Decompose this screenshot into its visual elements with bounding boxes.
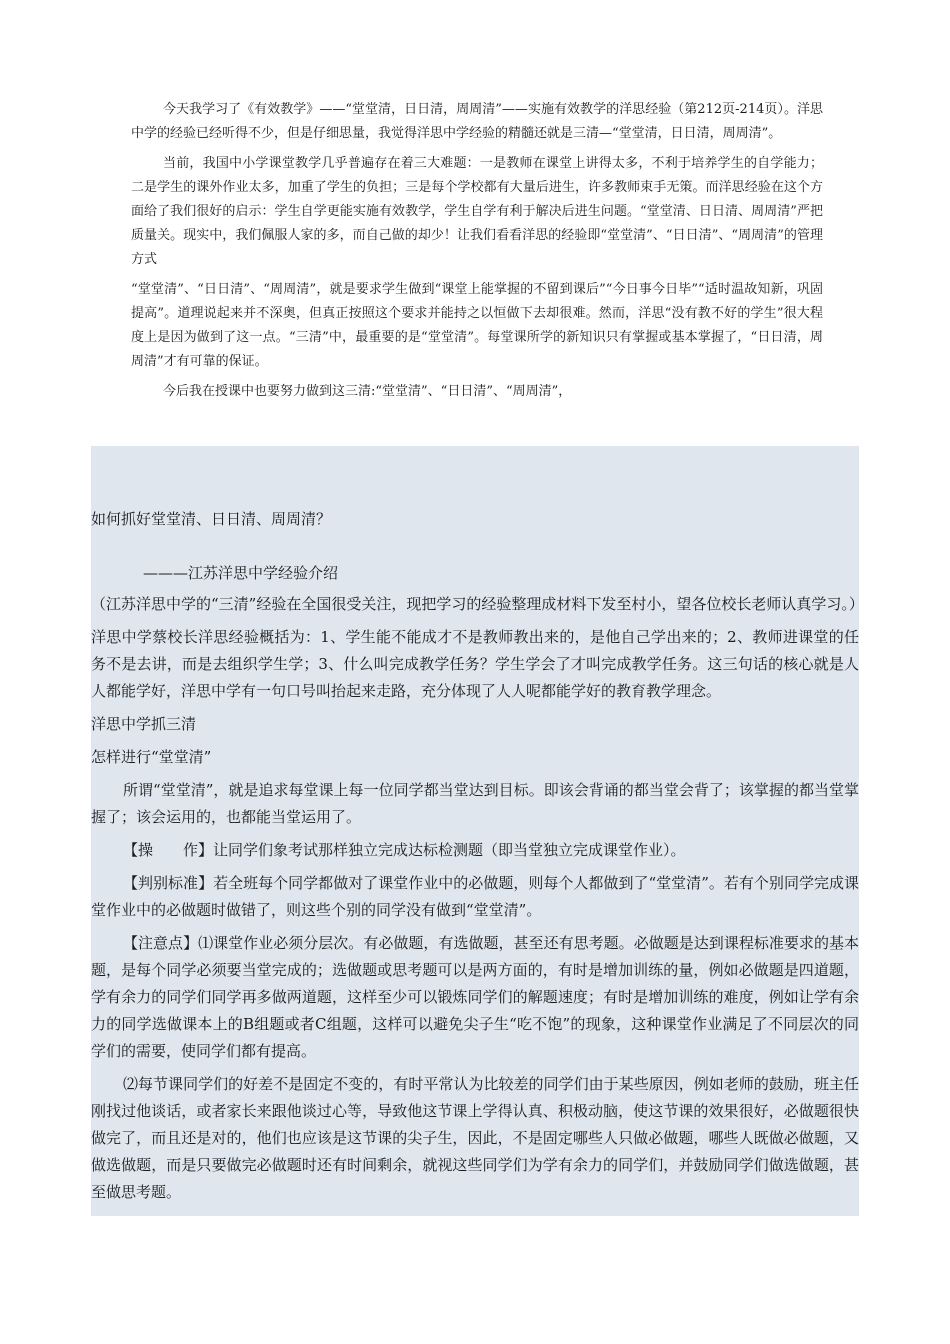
note-paragraph-2: ⑵每节课同学们的好差不是固定不变的，有时平常认为比较差的同学们由于某些原因，例如老师的鼓励，班主任刚找过他谈话，或者家长来跟他谈过心等，导致他这节课上学得认真、积极动脑，使这节课的效果很好，必做题很快做完了，而且还是对的，他们也应该是这节课的尖子生，因此，不是固定哪些人只做必做题，哪些人既做必做题，又做选做题，而是只要做完必做题时还有时间剩余，就视这些同学们为学有余力的同学们，并鼓励同学们做选做题，甚至做思考题。 <box>91 1075 859 1201</box>
note-paragraph-1: 【注意点】⑴课堂作业必须分层次。有必做题，有选做题，甚至还有思考题。必做题是达到课程标准要求的基本题，是每个同学必须要当堂完成的；选做题或思考题可以是两方面的，有时是增加训练的量，例如必做题是四道题，学有余力的同学们同学再多做两道题，这样至少可以锻炼同学们的解题速度；有时是增加训练的难度，例如让学有余力的同学选做课本上的B组题或者C组题，这样可以避免尖子生“吃不饱”的现象，这种课堂作业满足了不同层次的同学们的需要，使同学们都有提高。 <box>91 934 859 1060</box>
intro-paragraph-1: 今天我学习了《有效教学》——“堂堂清，日日清，周周清”——实施有效教学的洋思经验（第212页-214页）。洋思中学的经验已经听得不少，但是仔细思量，我觉得洋思中学经验的精髓还就是三清—“堂堂清，日日清，周周清”。 <box>131 102 823 141</box>
section-heading: 洋思中学抓三清 <box>91 715 197 733</box>
section-subheading: 怎样进行“堂堂清” <box>91 748 212 766</box>
article-note: （江苏洋思中学的“三清”经验在全国很受关注，现把学习的经验整理成材料下发至村小，望各位校长老师认真学习。） <box>91 595 864 613</box>
intro-paragraph-4: 今后我在授课中也要努力做到这三清:“堂堂清”、“日日清”、“周周清”， <box>163 384 572 399</box>
criteria-paragraph: 【判别标准】若全班每个同学都做对了课堂作业中的必做题，则每个人都做到了“堂堂清”。若有个别同学完成课堂作业中的必做题时做错了，则这些个别的同学没有做到“堂堂清”。 <box>91 874 859 919</box>
operation-paragraph: 【操 作】让同学们象考试那样独立完成达标检测题（即当堂独立完成课堂作业）。 <box>123 841 686 859</box>
intro-paragraph-3: “堂堂清”、“日日清”、“周周清”，就是要求学生做到“课堂上能掌握的不留到课后”“今日事今日毕”“适时温故知新，巩固提高”。道理说起来并不深奥，但真正按照这个要求并能持之以恒做下去却很难。然而，洋思“没有教不好的学生”很大程度上是因为做到了这一点。“三清”中，最重要的是“堂堂清”。每堂课所学的新知识只有掌握或基本掌握了，“日日清，周周清”才有可靠的保证。 <box>131 282 823 369</box>
definition-paragraph: 所谓“堂堂清”，就是追求每堂课上每一位同学都当堂达到目标。即该会背诵的都当堂会背了；该掌握的都当堂掌握了；该会运用的，也都能当堂运用了。 <box>91 781 859 826</box>
article-body <box>91 506 864 1206</box>
article-summary: 洋思中学蔡校长洋思经验概括为：1、学生能不能成才不是教师教出来的，是他自己学出来的；2、教师进课堂的任务不是去讲，而是去组织学生学；3、什么叫完成教学任务？学生学会了才叫完成教学任务。这三句话的核心就是人人都能学好，洋思中学有一句口号叫抬起来走路，充分体现了人人呢都能学好的教育教学理念。 <box>91 628 859 700</box>
article-title: 如何抓好堂堂清、日日清、周周清？ <box>91 510 332 528</box>
article-subtitle: ———江苏洋思中学经验介绍 <box>143 564 339 582</box>
intro-paragraph-2: 当前，我国中小学课堂教学几乎普遍存在着三大难题：一是教师在课堂上讲得太多，不利于培养学生的自学能力；二是学生的课外作业太多，加重了学生的负担；三是每个学校都有大量后进生，许多教师束手无策。而洋思经验在这个方面给了我们很好的启示：学生自学更能实施有效教学，学生自学有利于解决后进生问题。“堂堂清、日日清、周周清”严把质量关。现实中，我们佩服人家的多，而自己做的却少！让我们看看洋思的经验即“堂堂清”、“日日清”、“周周清”的管理方式 <box>131 156 823 267</box>
intro-section <box>131 98 823 410</box>
article-panel <box>91 446 864 1216</box>
